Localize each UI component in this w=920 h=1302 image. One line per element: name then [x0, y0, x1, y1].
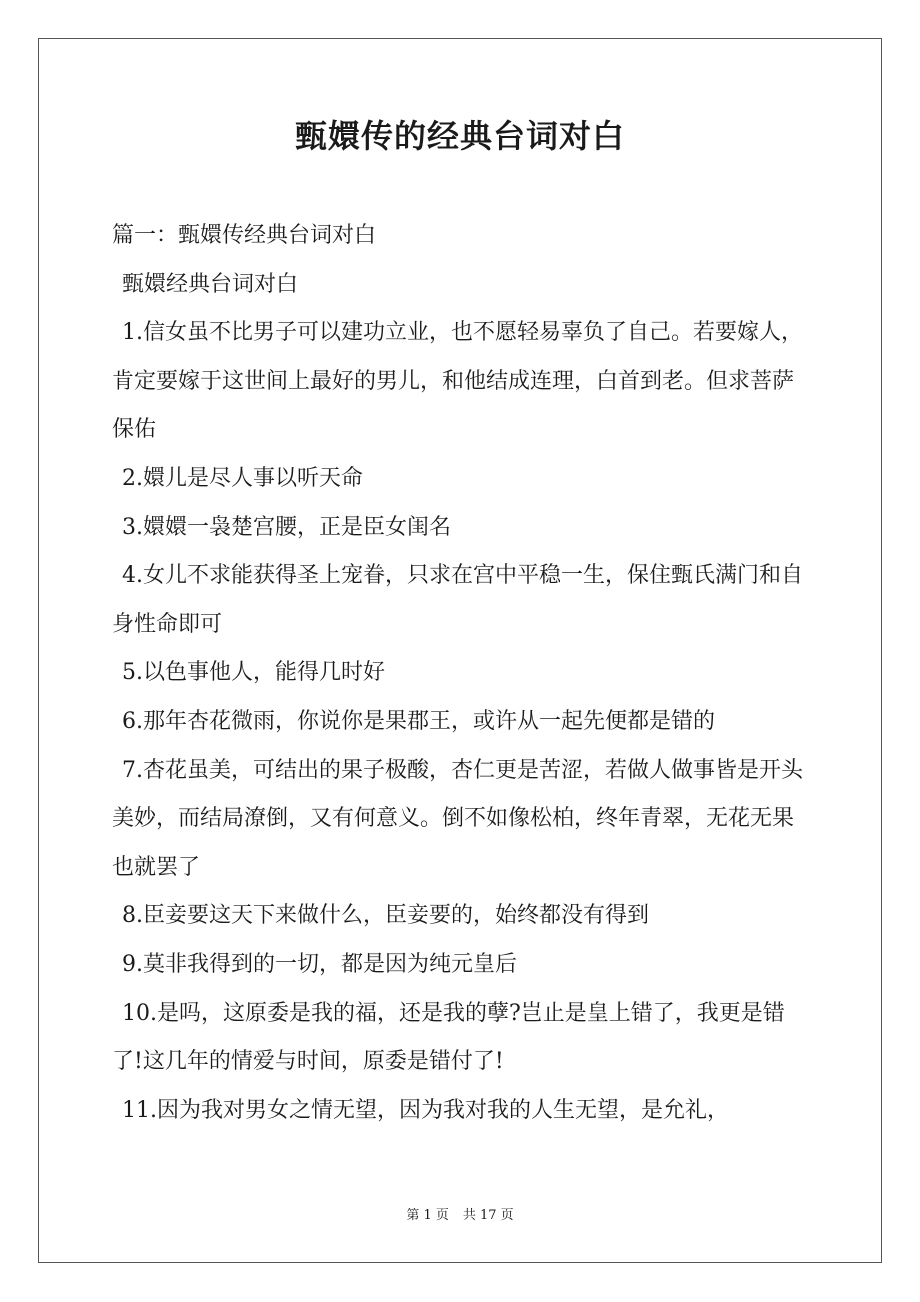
subsection-heading: 甄嬛经典台词对白 — [122, 271, 299, 297]
quote-paragraph: 1.信女虽不比男子可以建功立业，也不愿轻易辜负了自己。若要嫁人，肯定要嫁于这世间上最好的男儿，和他结成连理，白首到老。但求菩萨保佑 — [112, 320, 803, 443]
quote-paragraph: 8.臣妾要这天下来做什么，臣妾要的，始终都没有得到 — [122, 903, 649, 929]
quote-paragraph: 6.那年杏花微雨，你说你是果郡王，或许从一起先便都是错的 — [122, 708, 715, 734]
quote-paragraph: 7.杏花虽美，可结出的果子极酸，杏仁更是苦涩，若做人做事皆是开头美妙，而结局潦倒，又有何意义。倒不如像松柏，终年青翠，无花无果也就罢了 — [112, 757, 803, 880]
page-footer — [0, 1206, 920, 1226]
quote-paragraph: 9.莫非我得到的一切，都是因为纯元皇后 — [122, 951, 517, 977]
page-total: 共 17 页 — [462, 1208, 514, 1223]
quote-paragraph: 2.嬛儿是尽人事以听天命 — [122, 465, 363, 491]
document-title: 甄嬛传的经典台词对白 — [294, 117, 625, 155]
quote-paragraph: 10.是吗，这原委是我的福，还是我的孽?岂止是皇上错了，我更是错了!这几年的情爱与时间，原委是错付了! — [112, 1000, 785, 1075]
quote-paragraph: 11.因为我对男女之情无望，因为我对我的人生无望，是允礼， — [122, 1097, 729, 1123]
quote-paragraph: 5.以色事他人，能得几时好 — [122, 660, 385, 686]
quote-paragraph: 3.嬛嬛一袅楚宫腰，正是臣女闺名 — [122, 514, 451, 540]
document-body — [112, 212, 812, 1135]
section-heading: 篇一：甄嬛传经典台词对白 — [112, 223, 377, 248]
page-number: 第 1 页 — [406, 1208, 449, 1223]
quote-paragraph: 4.女儿不求能获得圣上宠眷，只求在宫中平稳一生，保住甄氏满门和自身性命即可 — [112, 563, 803, 637]
